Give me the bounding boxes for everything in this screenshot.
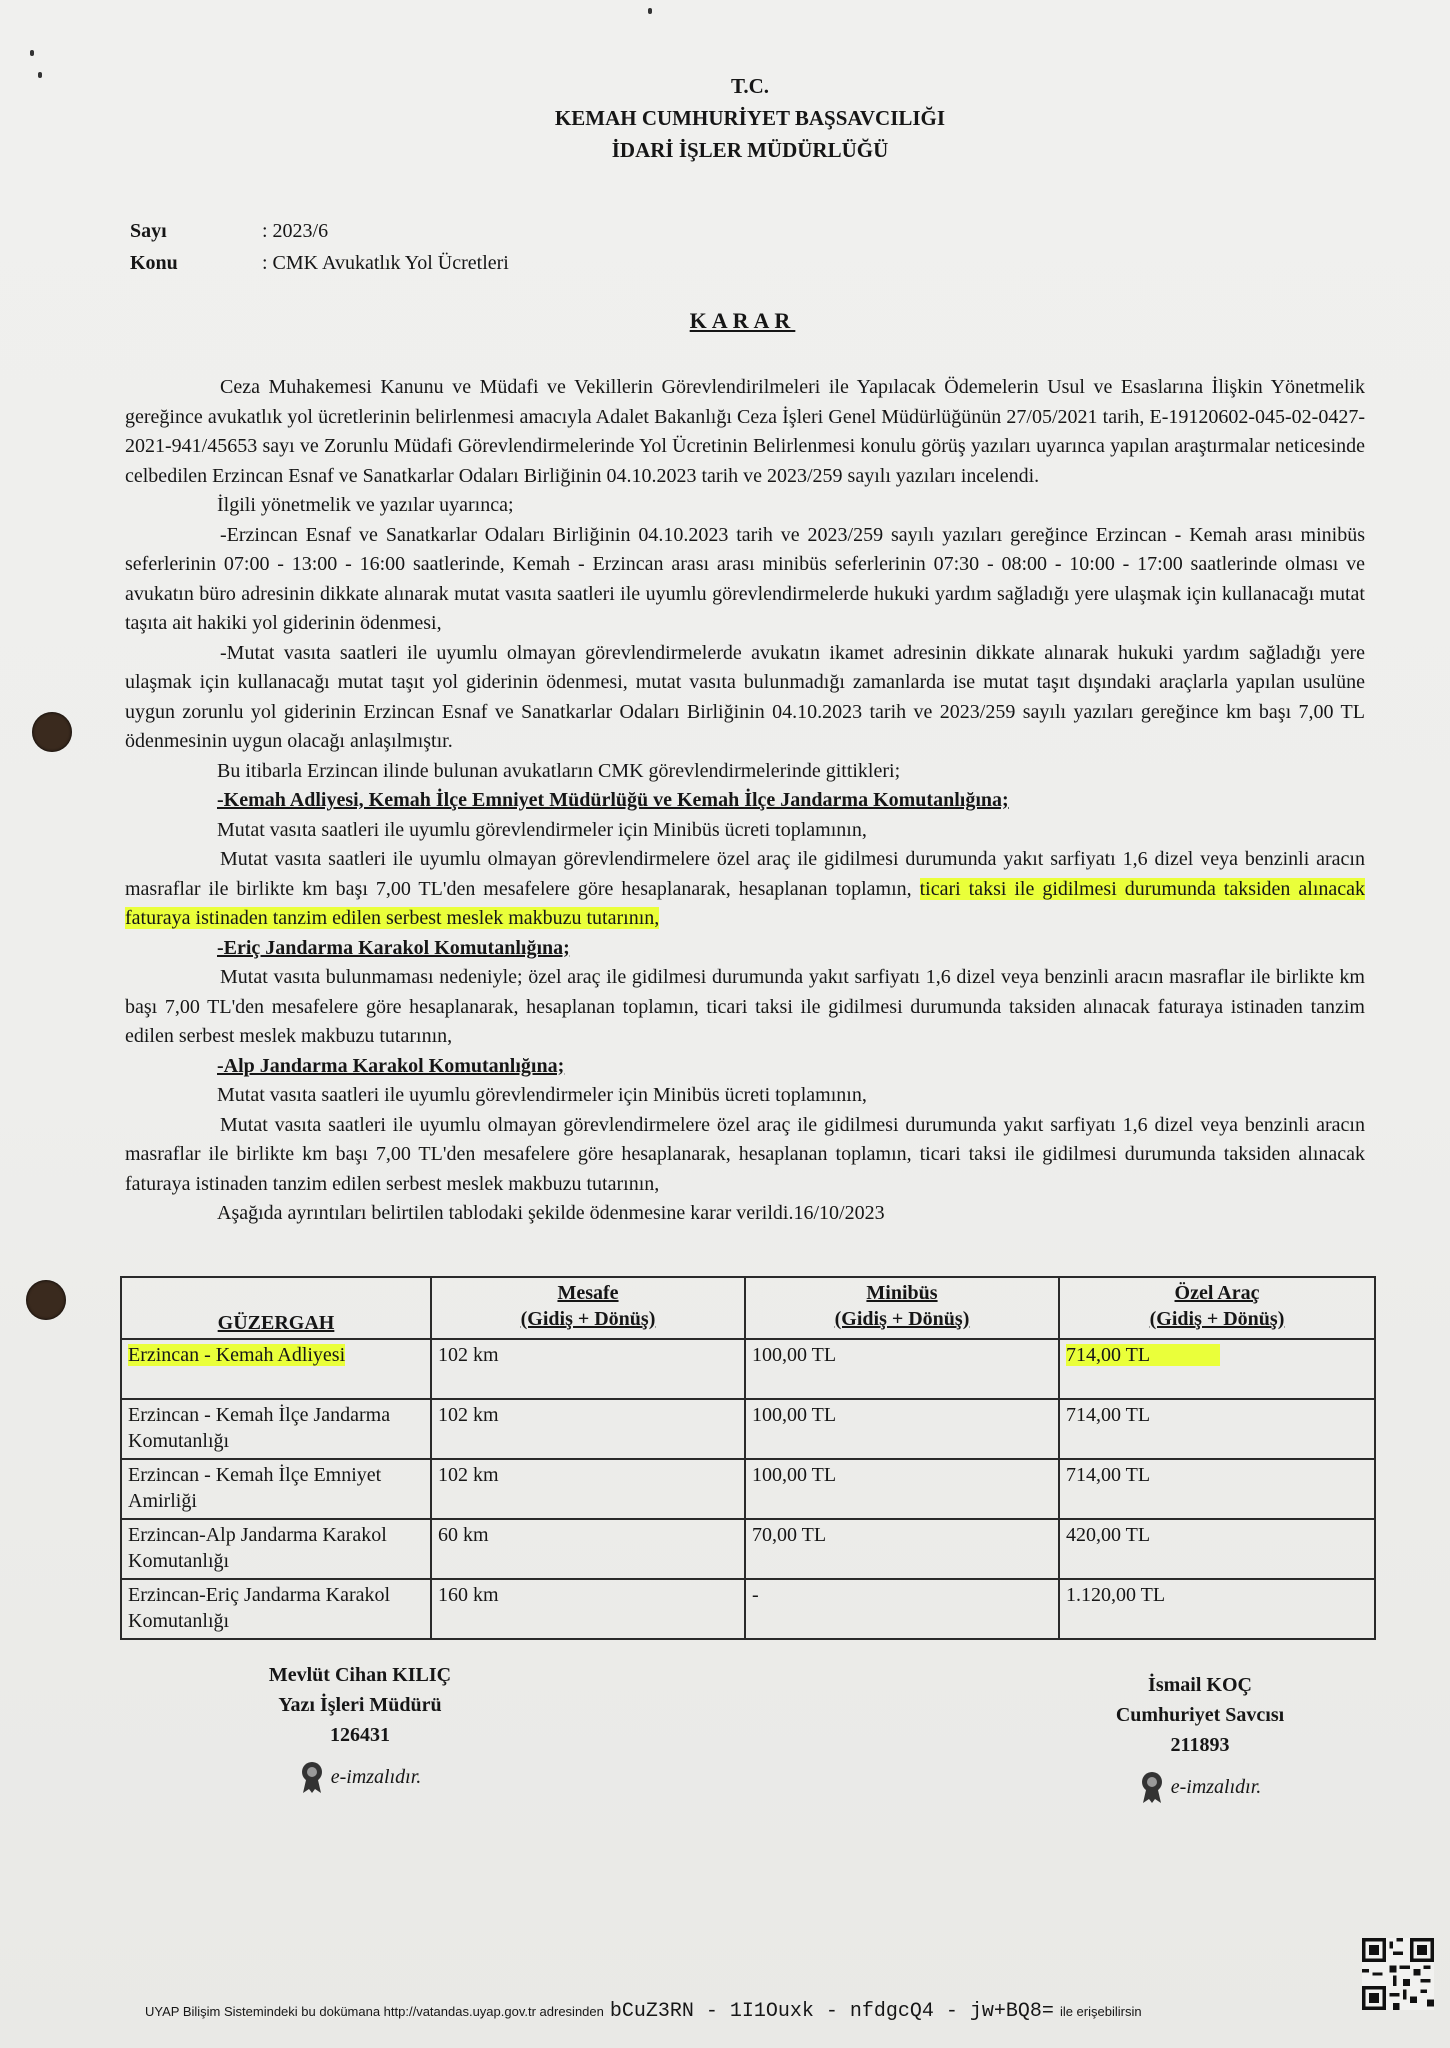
private-car-cell: 714,00 TL: [1059, 1399, 1375, 1459]
signer-id: 126431: [330, 1724, 390, 1746]
table-row: [121, 1519, 1375, 1579]
minibus-cell: 100,00 TL: [745, 1399, 1059, 1459]
distance-cell: 102 km: [431, 1459, 745, 1519]
header-department: İDARİ İŞLER MÜDÜRLÜĞÜ: [611, 138, 889, 162]
footer: [145, 2000, 1142, 2023]
route-cell: Erzincan - Kemah İlçe Emniyet Amirliği: [121, 1459, 431, 1519]
paragraph: Mutat vasıta saatleri ile uyumlu olmayan görevlendirmelere özel araç ile gidilmesi durumunda yakıt sarfiyatı 1,6 dizel veya benzinli aracın masraflar ile birlikte km başı 7,00 TL'den mesafelere göre hesaplanarak, hesaplanan toplamın, ticari taksi ile gidilmesi durumunda taksiden alınacak faturaya istinaden tanzim edilen serbest meslek makbuzu tutarının,: [125, 1113, 1365, 1195]
konu-label: Konu: [130, 252, 178, 274]
distance-cell: 60 km: [431, 1519, 745, 1579]
route-cell: Erzincan - Kemah Adliyesi: [121, 1339, 431, 1399]
paragraph: Mutat vasıta saatleri ile uyumlu görevlendirmeler için Minibüs ücreti toplamının,: [217, 818, 867, 841]
route-cell: Erzincan-Alp Jandarma Karakol Komutanlığı: [121, 1519, 431, 1579]
column-header-minibus: Minibüs (Gidiş + Dönüş): [745, 1277, 1059, 1339]
section-heading-alp: -Alp Jandarma Karakol Komutanlığına;: [217, 1054, 565, 1077]
header-office: KEMAH CUMHURİYET BAŞSAVCILIĞI: [554, 106, 946, 130]
speck: [38, 72, 42, 78]
column-header-ozel-arac: Özel Araç (Gidiş + Dönüş): [1059, 1277, 1375, 1339]
punch-hole: [26, 1280, 66, 1320]
paragraph: -Mutat vasıta saatleri ile uyumlu olmayan görevlendirmelerde avukatın ikamet adresinin dikkate alınarak hukuki yardım sağladığı yere ulaşmak için kullanacağı mutat taşıt yol giderinin ödenmesi, mutat vasıta bulunmadığı zamanlarda ise mutat taşıt dışındaki araçlarla yapılan usulüne uygun zorunlu yol giderinin Erzincan Esnaf ve Sanatkarlar Odaları Birliğinin 04.10.2023 tarih ve 2023/259 sayılı yazıları gereğince km başı 7,00 TL ödenmesinin uygun olacağı anlaşılmıştır.: [125, 641, 1365, 752]
route-cell: Erzincan - Kemah İlçe Jandarma Komutanlığı: [121, 1399, 431, 1459]
private-car-cell: 714,00 TL: [1059, 1339, 1375, 1399]
signer-name: İsmail KOÇ: [1148, 1674, 1252, 1696]
column-header-guzergah: GÜZERGAH: [121, 1277, 431, 1339]
table-header-row: [121, 1277, 1375, 1339]
esign-text: e-imzalıdır.: [1170, 1776, 1262, 1798]
paragraph: Mutat vasıta bulunmaması nedeniyle; özel araç ile gidilmesi durumunda yakıt sarfiyatı 1,6 dizel veya benzinli aracın masraflar ile birlikte km başı 7,00 TL'den mesafelere göre hesaplanarak, hesaplanan toplamın, ticari taksi ile gidilmesi durumunda taksiden alınacak faturaya istinaden tanzim edilen serbest meslek makbuzu tutarının,: [125, 966, 1365, 1047]
esign-mark: [1030, 1770, 1370, 1804]
footer-prefix: UYAP Bilişim Sistemindeki bu dokümana http://vatandas.uyap.gov.tr adresinden: [145, 2004, 604, 2019]
paragraph: Aşağıda ayrıntıları belirtilen tablodaki şekilde ödenmesine karar verildi.16/10/2023: [217, 1202, 885, 1224]
table-row: [121, 1579, 1375, 1639]
distance-cell: 102 km: [431, 1399, 745, 1459]
punch-hole: [32, 712, 72, 752]
distance-cell: 160 km: [431, 1579, 745, 1639]
signer-name: Mevlüt Cihan KILIÇ: [268, 1664, 452, 1686]
paragraph: Mutat vasıta saatleri ile uyumlu görevlendirmeler için Minibüs ücreti toplamının,: [217, 1084, 867, 1106]
title-text: KARAR: [689, 308, 796, 333]
seal-icon: [299, 1760, 325, 1794]
route-cell: Erzincan-Eriç Jandarma Karakol Komutanlığı: [121, 1579, 431, 1639]
paragraph: -Erzincan Esnaf ve Sanatkarlar Odaları Birliğinin 04.10.2023 tarih ve 2023/259 sayılı yazıları gereğince Erzincan - Kemah arası minibüs seferlerinin 07:00 - 13:00 - 16:00 saatlerinde, Kemah - Erzincan arası arası minibüs seferlerinin 07:30 - 08:00 - 10:00 - 17:00 saatlerinde olması ve avukatın büro adresinin dikkate alınarak mutat vasıta saatleri ile uyumlu görevlendirmelerde hukuki yardım sağladığı yere ulaşmak için kullanacağı mutat taşıta ait hakiki yol giderinin ödenmesi,: [125, 523, 1365, 634]
document-title: [0, 308, 1450, 334]
section-heading-eric: -Eriç Jandarma Karakol Komutanlığına;: [217, 936, 570, 959]
speck: [30, 50, 34, 56]
esign-text: e-imzalıdır.: [330, 1766, 422, 1788]
private-car-cell: 1.120,00 TL: [1059, 1579, 1375, 1639]
minibus-cell: -: [745, 1579, 1059, 1639]
header-tc: T.C.: [730, 74, 770, 98]
signer-title: Yazı İşleri Müdürü: [278, 1694, 442, 1716]
konu-value: : CMK Avukatlık Yol Ücretleri: [262, 252, 509, 274]
section-heading-kemah: -Kemah Adliyesi, Kemah İlçe Emniyet Müdürlüğü ve Kemah İlçe Jandarma Komutanlığına;: [217, 789, 1009, 811]
route-fee-table: [120, 1276, 1376, 1640]
private-car-cell: 420,00 TL: [1059, 1519, 1375, 1579]
table-row: [121, 1459, 1375, 1519]
esign-mark: [190, 1760, 530, 1794]
paragraph-text: Mutat vasıta saatleri ile uyumlu olmayan görevlendirmelere özel araç ile gidilmesi durumunda yakıt sarfiyatı 1,6 dizel veya benzinli aracın masraflar ile birlikte km başı 7,00 TL'den mesafelere göre hesaplanarak, hesaplanan toplamın,: [125, 848, 1365, 900]
minibus-cell: 100,00 TL: [745, 1459, 1059, 1519]
minibus-cell: 100,00 TL: [745, 1339, 1059, 1399]
sayi-label: Sayı: [130, 220, 167, 242]
paragraph: Ceza Muhakemesi Kanunu ve Müdafi ve Vekillerin Görevlendirilmeleri ile Yapılacak Ödemelerin Usul ve Esaslarına İlişkin Yönetmelik gereğince avukatlık yol ücretlerinin belirlenmesi amacıyla Adalet Bakanlığı Ceza İşleri Genel Müdürlüğünün 27/05/2021 tarih, E-19120602-045-02-0427-2021-941/45653 sayı ve Zorunlu Müdafi Görevlendirmelerinde Yol Ücretinin Belirlenmesi konulu görüş yazıları uyarınca yapılan araştırmalar neticesinde celbedilen Erzincan Esnaf ve Sanatkarlar Odaları Birliğinin 04.10.2023 tarih ve 2023/259 sayılı yazıları incelendi.: [125, 376, 1365, 487]
private-car-cell: 714,00 TL: [1059, 1459, 1375, 1519]
qr-code-icon: [1362, 1938, 1434, 2010]
footer-suffix: ile erişebilirsin: [1059, 2004, 1142, 2019]
signer-title: Cumhuriyet Savcısı: [1115, 1704, 1285, 1726]
table-row: [121, 1339, 1375, 1399]
speck: [648, 8, 652, 14]
signature-right: [1030, 1670, 1370, 1804]
sayi-value: : 2023/6: [262, 220, 329, 242]
seal-icon: [1139, 1770, 1165, 1804]
highlighted-text: ticari taksi ile gidilmesi durumunda taksiden alınacak faturaya istinaden tanzim edilen serbest meslek makbuzu tutarının,: [125, 877, 1366, 929]
table-row: [121, 1399, 1375, 1459]
paragraph: [125, 845, 1365, 934]
document-header: [500, 70, 1000, 166]
distance-cell: 102 km: [431, 1339, 745, 1399]
verification-code: bCuZ3RN - 1I1Ouxk - nfdgcQ4 - jw+BQ8=: [609, 2000, 1054, 2023]
paragraph: Bu itibarla Erzincan ilinde bulunan avukatların CMK görevlendirmelerinde gittikleri;: [217, 759, 901, 782]
signer-id: 211893: [1170, 1734, 1230, 1756]
column-header-mesafe: Mesafe (Gidiş + Dönüş): [431, 1277, 745, 1339]
minibus-cell: 70,00 TL: [745, 1519, 1059, 1579]
document-body: [125, 373, 1365, 1229]
signature-left: [190, 1660, 530, 1794]
paragraph: İlgili yönetmelik ve yazılar uyarınca;: [217, 494, 514, 516]
document-meta: [130, 215, 509, 279]
